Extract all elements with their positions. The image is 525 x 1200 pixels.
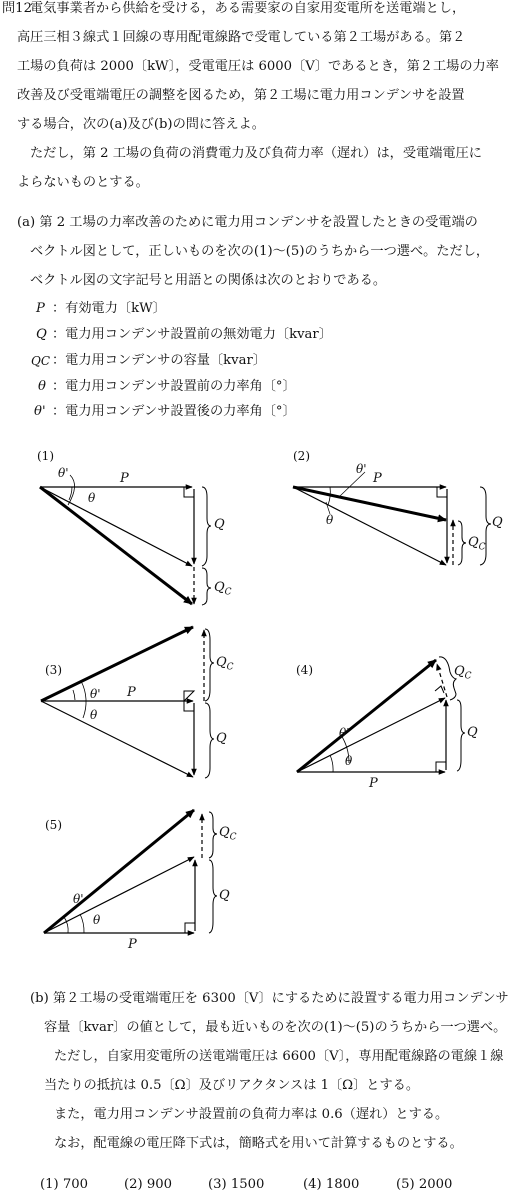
p-label: P <box>369 776 378 791</box>
theta-prime-label: θ' <box>73 892 84 906</box>
part-a-line: (a) 第 2 工場の力率改善のために電力用コンデンサを設置したときの受電端の <box>17 215 478 230</box>
intro-line: 電気事業者から供給を受ける，ある需要家の自家用変電所を送電端とし， <box>30 1 466 16</box>
def-symbol-theta-prime: θ' <box>34 404 46 419</box>
theta-label: θ <box>90 708 98 722</box>
theta-label: θ <box>93 913 101 927</box>
intro-line: 工場の負荷は 2000〔kW〕，受電電圧は 6000〔V〕であるとき，第２工場の力率 <box>17 59 499 74</box>
diagram-label-4: (4) <box>296 663 313 677</box>
vector-diagram-2 <box>293 472 491 565</box>
part-b-line: なお，配電線の電圧降下式は，簡略式を用いて計算するものとする。 <box>54 1136 463 1151</box>
choice-3: (3) 1500 <box>208 1177 265 1192</box>
part-b-line: 当たりの抵抗は 0.5〔Ω〕及びリアクタンスは 1〔Ω〕とする。 <box>44 1078 420 1093</box>
part-b-line: また，電力用コンデンサ設置前の負荷力率は 0.6（遅れ）とする。 <box>54 1107 449 1122</box>
p-label: P <box>127 685 136 700</box>
vector-diagram-4 <box>297 657 465 772</box>
p-label: P <box>373 471 382 486</box>
def-symbol-qc: QC <box>31 354 51 368</box>
p-label: P <box>120 471 129 486</box>
q-label: Q <box>214 517 225 532</box>
qc-label <box>214 580 232 598</box>
theta-prime-label: θ' <box>356 462 367 476</box>
theta-label: θ <box>345 754 353 768</box>
part-b-line: ただし，自家用変電所の送電端電圧は 6600〔V〕，専用配電線路の電線１線 <box>54 1049 504 1064</box>
qc-subscript: C <box>226 662 234 673</box>
qc-subscript: C <box>229 832 237 843</box>
choice-4: (4) 1800 <box>303 1177 360 1192</box>
qc-letter: Q <box>468 535 479 550</box>
def-symbol-q: Q <box>36 327 47 342</box>
diagram-label-1: (1) <box>37 449 54 463</box>
question-number: 問12 <box>2 1 32 16</box>
intro-line: 改善及び受電端電圧の調整を図るため，第２工場に電力用コンデンサを設置 <box>17 88 465 103</box>
q-label: Q <box>216 731 227 746</box>
intro-line: よらないものとする。 <box>17 175 149 190</box>
vector-diagram-1 <box>40 475 211 605</box>
q-label: Q <box>467 725 478 740</box>
part-b-line: (b) 第２工場の受電端電圧を 6300〔V〕にするために設置する電力用コンデンサ <box>30 991 509 1006</box>
qc-letter: Q <box>214 580 225 595</box>
def-text-theta-prime: ：電力用コンデンサ設置後の力率角〔°〕 <box>52 404 296 419</box>
part-a-line: ベクトル図として，正しいものを次の(1)～(5)のうちから一つ選べ。ただし， <box>30 244 490 259</box>
qc-label <box>454 664 472 682</box>
qc-label <box>216 655 234 673</box>
theta-prime-label: θ' <box>58 466 69 480</box>
def-symbol-p: P <box>36 301 45 316</box>
part-a-line: ベクトル図の文字記号と用語との関係は次のとおりである。 <box>30 273 387 288</box>
def-symbol-theta: θ <box>38 379 46 394</box>
def-text-q: ：電力用コンデンサ設置前の無効電力〔kvar〕 <box>52 327 332 342</box>
vector-diagram-3 <box>41 627 214 778</box>
theta-prime-label: θ' <box>339 726 350 740</box>
intro-line: ただし，第 2 工場の負荷の消費電力及び負荷力率（遅れ）は，受電端電圧に <box>30 146 482 161</box>
theta-prime-label: θ' <box>90 687 101 701</box>
intro-line: する場合，次の(a)及び(b)の問に答えよ。 <box>17 117 265 132</box>
qc-subscript: C <box>464 671 472 682</box>
qc-letter: Q <box>454 664 465 679</box>
qc-label <box>219 825 237 843</box>
qc-letter: Q <box>216 655 227 670</box>
intro-line: 高圧三相３線式１回線の専用配電線路で受電している第２工場がある。第２ <box>17 30 466 45</box>
def-text-theta: ：電力用コンデンサ設置前の力率角〔°〕 <box>52 379 296 394</box>
choice-5: (5) 2000 <box>396 1177 453 1192</box>
def-text-qc: ：電力用コンデンサの容量〔kvar〕 <box>52 353 266 368</box>
q-label: Q <box>492 515 503 530</box>
vector-diagram-5 <box>44 810 217 933</box>
diagram-label-3: (3) <box>45 663 62 677</box>
qc-letter: Q <box>219 825 230 840</box>
def-text-p: ：有効電力〔kW〕 <box>52 301 166 316</box>
qc-label <box>468 535 486 553</box>
theta-label: θ <box>326 513 334 527</box>
diagram-label-2: (2) <box>293 449 310 463</box>
part-b-line: 容量〔kvar〕の値として，最も近いものを次の(1)～(5)のうちから一つ選べ。 <box>44 1020 507 1035</box>
diagram-label-5: (5) <box>45 818 62 832</box>
p-label: P <box>128 937 137 952</box>
q-label: Q <box>219 888 230 903</box>
qc-subscript: C <box>478 542 486 553</box>
choice-1: (1) 700 <box>40 1177 89 1192</box>
qc-subscript: C <box>224 587 232 598</box>
theta-label: θ <box>88 491 96 505</box>
choice-2: (2) 900 <box>124 1177 173 1192</box>
